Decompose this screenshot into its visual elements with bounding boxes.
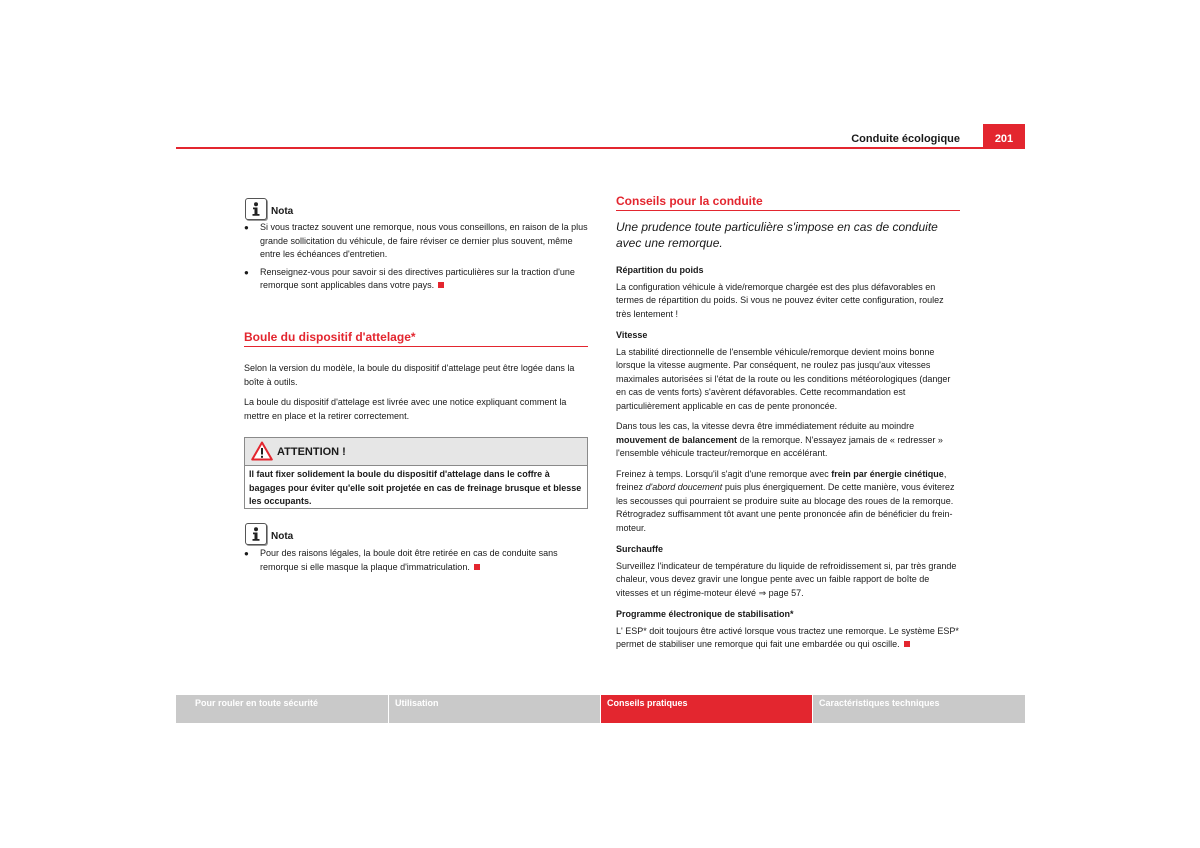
- section-title: Boule du dispositif d'attelage*: [244, 330, 416, 344]
- note-bullet-text: Renseignez-vous pour savoir si des directives particulières sur la traction d'une remorque sont applicables dans votre pays.: [260, 266, 575, 290]
- text-run: Freinez à temps. Lorsqu'il s'agit d'une remorque avec: [616, 468, 829, 479]
- warning-icon: [251, 441, 273, 461]
- paragraph: La stabilité directionnelle de l'ensemble véhicule/remorque devient moins bonne lorsque la vitesse augmente. Par conséquent, ne roulez pas jusqu'aux vitesses maximales autorisées si l'état de la route ou les conditions météorologiques (danger en cas de vents forts) s'avèrent défavorables. Cette recommandation est particulièrement applicable en cas de pente prononcée.: [616, 346, 951, 411]
- section-body: [616, 264, 960, 652]
- note-bullet: [244, 547, 588, 574]
- bold-text: mouvement de balancement: [616, 434, 738, 445]
- note-label: Nota: [271, 206, 294, 217]
- attention-box: [244, 437, 588, 509]
- footer-tab-caracteristiques[interactable]: Caractéristiques techniques: [813, 695, 1025, 723]
- section-body: [244, 362, 588, 423]
- note-label: Nota: [271, 531, 294, 542]
- section-title: Conseils pour la conduite: [616, 194, 763, 208]
- end-mark: [438, 282, 444, 288]
- attention-title: ATTENTION !: [277, 446, 346, 458]
- info-icon: [245, 198, 267, 220]
- footer-tab-conseils-pratiques[interactable]: Conseils pratiques: [601, 695, 812, 723]
- note-bullet-text: Pour des raisons légales, la boule doit être retirée en cas de conduite sans remorque si elle masque la plaque d'immatriculation.: [260, 548, 558, 572]
- text-run: , freinez: [616, 468, 947, 492]
- note-content: [244, 221, 588, 293]
- text-run: de la remorque. N'essayez jamais de « redresser » l'ensemble véhicule tracteur/remorque en accélérant.: [616, 434, 943, 458]
- text-run: L' ESP* doit toujours être activé lorsque vous tractez une remorque. Le système ESP* permet de stabiliser une remorque qui fait une embardée ou qui oscille.: [616, 625, 959, 649]
- subheading: Vitesse: [616, 330, 648, 340]
- note-bullet: [244, 266, 588, 293]
- note-bullet: ● Si vous tractez souvent une remorque, nous vous conseillons, en raison de la plus grande sollicitation du véhicule, de faire réviser ce dernier plus souvent, même entre les échéances d'entretien.: [244, 221, 588, 262]
- page-header-title: Conduite écologique: [851, 133, 960, 145]
- header-rule: [176, 147, 1025, 149]
- attention-header: [245, 438, 587, 466]
- paragraph: La configuration véhicule à vide/remorque chargée est des plus défavorables en termes de répartition du poids. Si vous ne pouvez éviter cette configuration, roulez très lentement !: [616, 281, 944, 319]
- end-mark: [474, 564, 480, 570]
- text-run: Dans tous les cas, la vitesse devra être immédiatement réduite au moindre: [616, 421, 915, 431]
- note-content: [244, 547, 588, 574]
- subheading: Surchauffe: [616, 544, 664, 554]
- paragraph: [616, 468, 960, 536]
- section-intro: Une prudence toute particulière s'impose en cas de conduite avec une remorque.: [616, 220, 938, 250]
- section-rule: [244, 346, 588, 347]
- section-rule: [616, 210, 960, 211]
- subheading: Répartition du poids: [616, 265, 704, 275]
- paragraph: Selon la version du modèle, la boule du dispositif d'attelage peut être logée dans la boîte à outils.: [244, 363, 575, 387]
- paragraph: [616, 625, 960, 652]
- footer-tab-securite[interactable]: Pour rouler en toute sécurité: [176, 695, 388, 723]
- footer-tab-utilisation[interactable]: Utilisation: [389, 695, 600, 723]
- text-run: puis plus énergiquement. De cette manière, vous éviterez les secousses qui pourraient se produire suite au blocage des roues de la remorque. Rétrogradez suffisamment tôt avant une pente prononcée afin de bénéficier du frein-moteur.: [616, 482, 955, 533]
- end-mark: [904, 641, 910, 647]
- subheading: Programme électronique de stabilisation*: [616, 609, 794, 619]
- attention-text: Il faut fixer solidement la boule du dispositif d'attelage dans le coffre à bagages pour éviter qu'elle soit projetée en cas de freinage brusque et blesse les occupants.: [249, 469, 582, 506]
- paragraph: [616, 420, 960, 461]
- paragraph: Surveillez l'indicateur de température du liquide de refroidissement si, par très grande chaleur, vous devez gravir une longue pente avec un faible rapport de boîte de vitesses et un régime-moteur élevé ⇒ page 57.: [616, 560, 957, 598]
- paragraph: La boule du dispositif d'attelage est livrée avec une notice expliquant comment la mettre en place et la retirer correctement.: [244, 397, 567, 421]
- page-number: 201: [983, 124, 1025, 149]
- italic-text: d'abord doucement: [645, 482, 723, 492]
- info-icon: [245, 523, 267, 545]
- bold-text: frein par énergie cinétique: [831, 468, 944, 479]
